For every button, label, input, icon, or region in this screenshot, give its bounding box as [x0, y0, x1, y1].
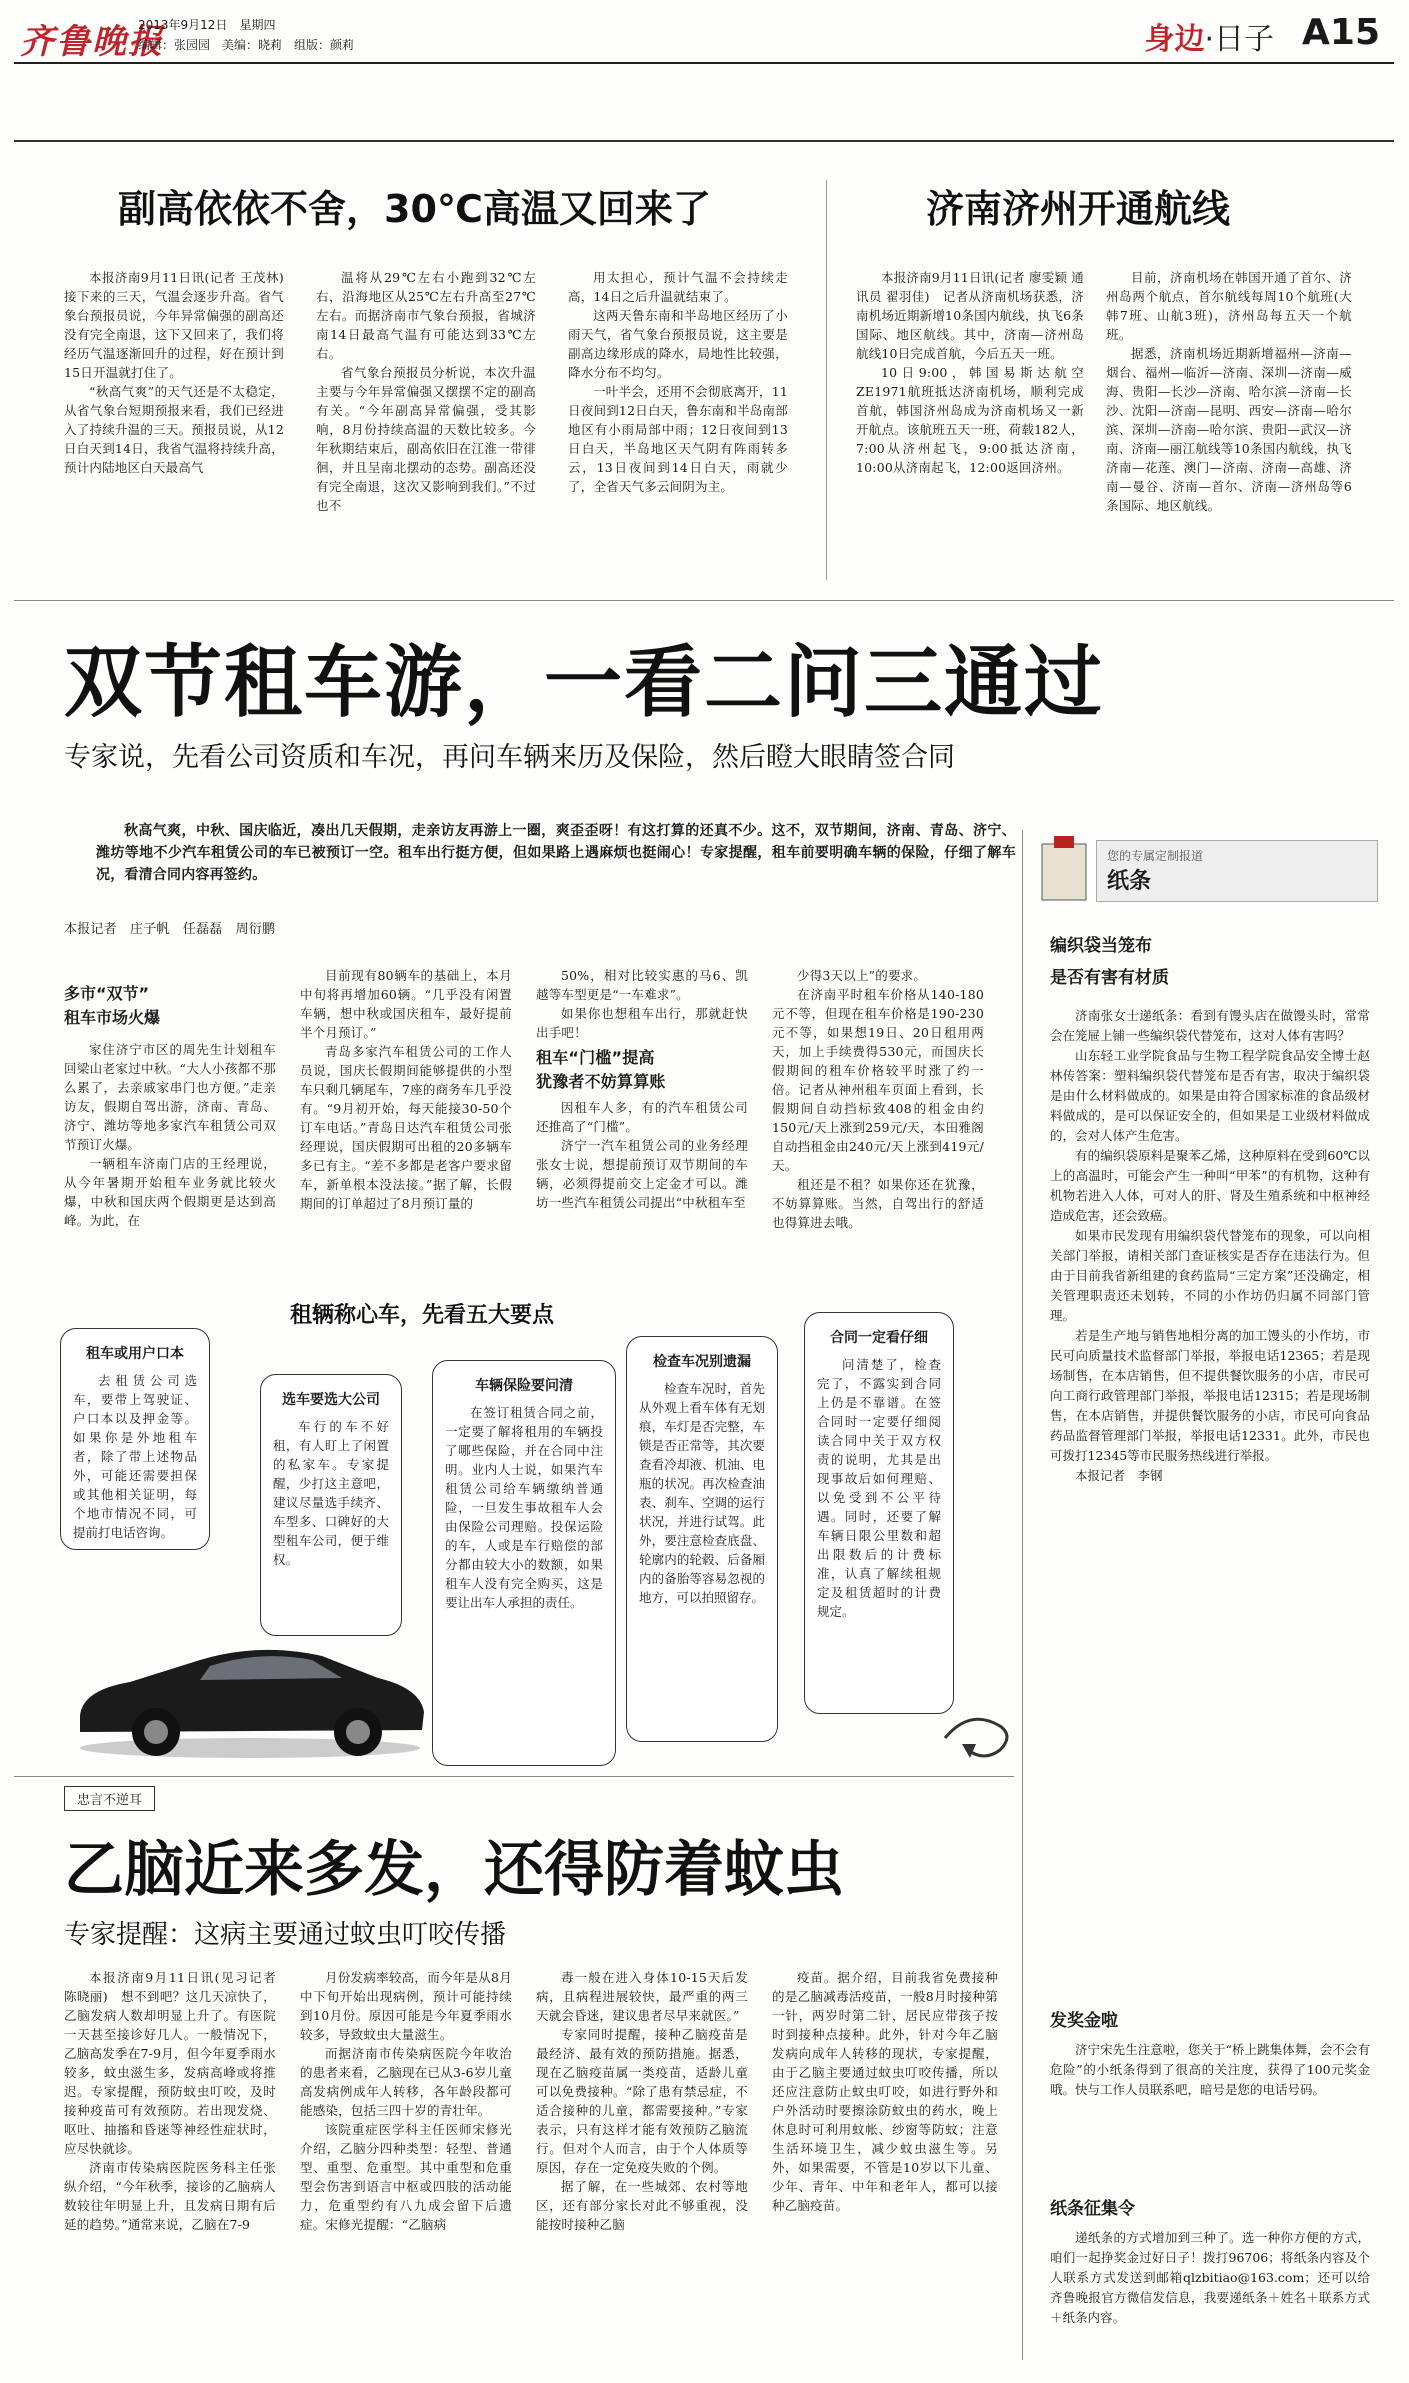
paragraph: 用太担心，预计气温不会持续走高，14日之后升温就结束了。 — [568, 270, 788, 304]
brand-title: 纸条 — [1107, 869, 1152, 894]
paragraph: 而据济南市传染病医院今年收治的患者来看，乙脑现在已从3-6岁儿童高发病例成年人转移，各年龄段都可能感染，包括三四十岁的青壮年。 — [300, 2046, 512, 2118]
car-illustration — [60, 1608, 440, 1768]
story4-col3 — [536, 1968, 748, 2378]
story3-headline: 双节租车游，一看二问三通过 — [64, 638, 1105, 728]
paragraph: 租还是不租？如果你还在犹豫，不妨算算账。当然，自驾出行的舒适也得算进去哦。 — [772, 1177, 984, 1230]
sidebar-item3-body — [1050, 2228, 1370, 2368]
paragraph: 济南市传染病医院医务科主任张纵介绍，“今年秋季，接诊的乙脑病人数较往年明显上升，且发病日期有后延的趋势。”通常来说，乙脑在7-9 — [64, 2160, 276, 2232]
paragraph: 月份发病率较高，而今年是从8月中下旬开始出现病例，预计可能持续到10月份。原因可能是今年夏季雨水较多，导致蚊虫大量滋生。 — [300, 1970, 512, 2042]
story3-byline — [64, 920, 424, 942]
story2-col1 — [856, 268, 1084, 574]
paragraph: 据了解，在一些城郊、农村等地区，还有部分家长对此不够重视，没能按时接种乙脑 — [536, 2179, 748, 2232]
tip-title: 车辆保险要问清 — [475, 1378, 573, 1394]
story3-lead — [96, 820, 1016, 900]
paragraph: 少得3天以上”的要求。 — [797, 968, 927, 983]
story3-col3 — [536, 966, 748, 1300]
paragraph: “秋高气爽”的天气还是不太稳定，从省气象台短期预报来看，我们已经进入了持续升温的三天。预报员说，从12日白天到14日，我省气温将持续升高，预计内陆地区白天最高气 — [64, 384, 284, 475]
paragraph: 省气象台预报员分析说，本次升温主要与今年异常偏强又摆摆不定的副高有关。“今年副高异常偏强，受其影响，8月份持续高温的天数比较多。今年秋期结束后，副高依旧在江淮一带徘徊，并且呈南北摆动的态势。副高还没有完全南退，这次又影响到我们。”不过也不 — [316, 365, 536, 513]
paragraph: 如果市民发现有用编织袋代替笼布的现象，可以向相关部门举报，请相关部门查证核实是否存在违法行为。但由于目前我省新组建的食药监局“三定方案”还没确定，相关管理职责还未划转，不同的小作坊仍归属不同部门管理。 — [1050, 1228, 1370, 1323]
tip-text: 车行的车不好租，有人盯上了闲置的私家车。专家提醒，少打这主意吧，建议尽量选手续齐、车型多、口碑好的大型租车公司，便于维权。 — [273, 1419, 389, 1567]
paragraph: 山东轻工业学院食品与生物工程学院食品安全博士赵林传答案：塑料编织袋代替笼布是否有害，取决于编织袋是由什么材料做成的。如果是由符合国家标准的食品级材料做成的，是可以保证安全的，但如果是工业级材料做成的，会对人体产生危害。 — [1050, 1048, 1370, 1143]
divider — [14, 1776, 1014, 1777]
paragraph: 目前现有80辆车的基础上，本月中旬将再增加60辆。“几乎没有闲置车辆，想中秋或国庆租车，最好提前半个月预订。” — [300, 968, 512, 1040]
story4-col4 — [772, 1968, 998, 2378]
paragraph: 温将从29℃左右小跑到32℃左右，沿海地区从25℃左右升高至27℃左右。而据济南市气象台预报，省城济南14日最高气温有可能达到33℃左右。 — [316, 270, 536, 361]
tip-box-5 — [804, 1312, 954, 1714]
section-name: 身边 — [1144, 22, 1205, 57]
paragraph: 本报济南9月11日讯(记者 廖雯颖 通讯员 翟羽佳) 记者从济南机场获悉，济南机场近期新增10条国内航线，执飞6条国际、地区航线。其中，济南—济州岛航线10日完成首航，今后五天一班。 — [856, 270, 1084, 361]
sidebar-note-column — [1036, 830, 1382, 2330]
tip-title: 选车要选大公司 — [282, 1392, 380, 1408]
paragraph: 本报济南9月11日讯(记者 王茂林) 接下来的三天，气温会逐步升高。省气象台预报员说，今年异常偏强的副高还没有完全南退，这下又回来了，我们将经历气温逐渐回升的过程，好在预计到15日开温就打住了。 — [64, 270, 297, 380]
divider — [14, 140, 1394, 142]
paragraph: 50%，相对比较实惠的马6、凯越等车型更是“一车难求”。 — [536, 968, 748, 1002]
sidebar-item3-title: 纸条征集令 — [1050, 2199, 1135, 2219]
paragraph: 本报记者 李钢 — [1075, 1468, 1163, 1483]
sidebar-item2-body — [1050, 2040, 1370, 2190]
section-title — [1144, 14, 1274, 58]
editors-line: 编辑：张园园 美编：晓莉 组版：颜莉 — [138, 38, 355, 52]
tip-text: 问清楚了，检查完了，不露实到合同上仍是不靠谱。在签合同时一定要仔细阅读合同中关于双方权责的说明，尤其是出现事故后如何理赔、以免受到不公平待遇。同时，还要了解车辆日限公里数和超出限数后的计费标准，认真了解续租规定及租赁超时的计费规定。 — [817, 1357, 941, 1619]
paragraph: 专家同时提醒，接种乙脑疫苗是最经济、最有效的预防措施。据悉，现在乙脑疫苗属一类疫苗，适龄儿童可以免费接种。“除了患有禁忌症，不适合接种的儿童，都需要接种。”专家表示，只有这样才能有效预防乙脑流行。但对个人而言，由于个人体质等原因，存在一定免疫失败的个例。 — [536, 2027, 748, 2175]
story1-headline: 副高依依不舍，30℃高温又回来了 — [118, 187, 711, 231]
story4-col2 — [300, 1968, 512, 2378]
paragraph: 济南张女士递纸条：看到有馒头店在做馒头时，常常会在笼屉上铺一些编织袋代替笼布，这对人体有害吗？ — [1050, 1008, 1370, 1043]
story1-col1 — [64, 268, 297, 574]
story3-col1 — [64, 1040, 276, 1300]
story2-headline: 济南济州开通航线 — [926, 187, 1231, 231]
story4-col1 — [64, 1968, 289, 2378]
story4-subheadline: 专家提醒：这病主要通过蚊虫叮咬传播 — [64, 1920, 507, 1950]
paragraph: 目前，济南机场在韩国开通了首尔、济州岛两个航点，首尔航线每周10个航班(大韩7班、山航3班)，济州岛每五天一个航班。 — [1106, 270, 1352, 342]
divider — [14, 600, 1394, 601]
tip-title: 合同一定看仔细 — [830, 1330, 928, 1346]
paragraph: 递纸条的方式增加到三种了。选一种你方便的方式，咱们一起挣奖金过好日子！拨打96706；将纸条内容及个人联系方式发送到邮箱qlzbitiao@163.com；还可以给齐鲁晚报官方微信发信息，我要递纸条＋姓名＋联系方式＋纸条内容。 — [1050, 2230, 1370, 2325]
brand-subtitle: 您的专属定制报道 — [1107, 849, 1204, 863]
tip-text: 在签订租赁合同之前，一定要了解将租用的车辆投了哪些保险，并在合同中注明。业内人士说，如果汽车租赁公司给车辆缴纳普通险，一旦发生事故租车人会由保险公司理赔。投保运险的车，人或是车行赔偿的部分都由较大小的数额，如果租车人没有完全购买，这是要让出车人承担的责任。 — [445, 1405, 603, 1610]
sidebar-brand — [1036, 830, 1382, 910]
byline-text: 本报记者 庄子帆 任磊磊 周衍鹏 — [64, 922, 276, 937]
paragraph: 本报济南9月11日讯(见习记者 陈晓丽) 想不到吧？这几天凉快了，乙脑发病人数却明显上升了。有医院一天甚至接诊好几人。一般情况下，乙脑高发季在7-9月，但今年夏季雨水较多，蚊虫滋生多，发病高峰或将推迟。专家提醒，预防蚊虫叮咬，及时接种疫苗可有效预防。若出现发烧、呕吐、抽搐和昏迷等神经性症状时，应尽快就诊。 — [64, 1970, 289, 2156]
newspaper-logo: 齐鲁晚报 — [20, 22, 164, 62]
story1-col3 — [568, 268, 788, 574]
paragraph: 在济南平时租车价格从140-180元不等，但现在租车价格是190-230元不等，如果想19日、20日租用两天，加上手续费得530元，而国庆长假期间的租车价格较平时涨了约一倍。记者从神州租车页面上看到，长假期间自动挡标致408的租金由约150元/天上涨到259元/天，本田雅阁自动挡租金由240元/天上涨到419元/天。 — [772, 987, 984, 1173]
page-number: A15 — [1302, 12, 1380, 53]
sidebar-item2-title: 发奖金啦 — [1050, 2011, 1118, 2031]
tips-panel — [60, 1298, 1020, 1768]
paragraph: 若是生产地与销售地相分离的加工馒头的小作坊，市民可向质量技术监督部门举报，举报电话12365；若是现场制售，在本店销售，但不提供餐饮服务的小店，市民可向工商行政管理部门举报，举报电话12315；若是现场制售，在本店销售，并提供餐饮服务的小店，市民可向食品药品监督管理部门举报，举报电话12331。此外，市民也可拨打12345等市民服务热线进行举报。 — [1050, 1328, 1370, 1463]
tip-box-3 — [432, 1360, 616, 1766]
note-icon — [1036, 836, 1096, 906]
lead-text: 秋高气爽，中秋、国庆临近，凑出几天假期，走亲访友再游上一圈，爽歪歪呀！有这打算的还真不少。这不，双节期间，济南、青岛、济宁、潍坊等地不少汽车租赁公司的车已被预订一空。租车出行挺方便，但如果路上遇麻烦也挺闹心！专家提醒，租车前要明确车辆的保险，仔细了解车况，看清合同内容再签约。 — [96, 823, 1016, 883]
paragraph: 济宁一汽车租赁公司的业务经理张女士说，想提前预订双节期间的车辆，必须得提前交上定金才可以。潍坊一些汽车租赁公司提出“中秋租车至 — [536, 1138, 748, 1210]
paragraph: 该院重症医学科主任医师宋修光介绍，乙脑分四种类型：轻型、普通型、重型、危重型。其中重型和危重型会伤害到语言中枢或四肢的活动能力，危重型约有八九成会留下后遗症。宋修光提醒：“乙脑病 — [300, 2122, 512, 2232]
tip-text: 检查车况时，首先从外观上看车体有无划痕，车灯是否完整，车锁是否正常等，其次要查看冷却液、机油、电瓶的状况。再次检查油表、刹车、空调的运行状况，并进行试驾。此外，要注意检查底盘、轮廓内的轮毂、后备厢内的备胎等容易忽视的地方，可以拍照留存。 — [639, 1381, 765, 1605]
paragraph: 一辆租车济南门店的王经理说，从今年暑期开始租车业务就比较火爆，中秋和国庆两个假期更是达到高峰。为此，在 — [64, 1156, 276, 1228]
sidebar-item1-title: 编织袋当笼布 是否有害有材质 — [1050, 936, 1169, 988]
paragraph: 有的编织袋原料是聚苯乙烯，这种原料在受到60℃以上的高温时，可能会产生一种叫“甲苯”的有机物，这种有机物若进入人体，可对人的肝、肾及生殖系统和中枢神经造成危害，还会致癌。 — [1050, 1148, 1370, 1223]
tip-box-4 — [626, 1336, 778, 1742]
paragraph: 据悉，济南机场近期新增福州—济南—烟台、福州—临沂—济南、深圳—济南—威海、贵阳—长沙—济南、哈尔滨—济南—长沙、沈阳—济南—昆明、西安—济南—哈尔滨、深圳—济南—哈尔滨、贵阳—武汉—济南、济南—丽江航线等10条国内航线，执飞济南—花莲、澳门—济南、济南—高雄、济南—曼谷、济南—首尔、济南—济州岛等6条国际、地区航线。 — [1106, 346, 1352, 513]
section-sub: ·日子 — [1204, 22, 1274, 57]
paragraph: 疫苗。据介绍，目前我省免费接种的是乙脑减毒活疫苗，一般8月时接种第一针，两岁时第二针，居民应带孩子按时到接种点接种。此外，针对今年乙脑发病向成年人转移的现状，专家提醒，由于乙脑主要通过蚊虫叮咬传播，所以还应注意防止蚊虫叮咬，如进行野外和户外活动时要擦涂防蚊虫的药水，晚上休息时可利用蚊帐、纱窗等防蚊；注意生活环境卫生，减少蚊虫滋生等。另外，如果需要，不管是10岁以下儿童、少年、青年、中年和老年人，都可以接种乙脑疫苗。 — [772, 1970, 998, 2213]
tip-box-1 — [60, 1328, 210, 1550]
divider — [1022, 830, 1023, 2360]
paragraph: 因租车人多，有的汽车租赁公司还推高了“门槛”。 — [536, 1100, 748, 1134]
paragraph: 如果你也想租车出行，那就赶快出手吧！ — [536, 1006, 748, 1040]
story3-subhead-2: 租车“门槛”提高 犹豫者不妨算算账 — [536, 1048, 666, 1091]
paragraph: 青岛多家汽车租赁公司的工作人员说，国庆长假期间能够提供的小型车只剩几辆尾车，7座的商务车几乎没有。“9月初开始，每天能接30-50个订车电话。”青岛日达汽车租赁公司张经理说，国庆假期可出租的20多辆车多已有主。“差不多都是老客户要求留车，新单根本没法接。”据了解，长假期间的订单超过了8月预订量的 — [300, 1044, 512, 1211]
brand-box — [1096, 840, 1378, 902]
column-tag: 忠言不逆耳 — [64, 1786, 155, 1811]
paragraph: 这两天鲁东南和半岛地区经历了小雨天气，省气象台预报员说，这主要是副高边缘形成的降水，局地性比较强，降水分布不均匀。 — [568, 308, 788, 380]
swoosh-icon — [940, 1698, 1020, 1768]
story1-col2 — [316, 268, 536, 574]
divider — [826, 180, 827, 580]
tip-title: 检查车况别遗漏 — [653, 1354, 751, 1370]
tip-box-2 — [260, 1374, 402, 1636]
paragraph: 济宁宋先生注意啦，您关于“桥上跳集体舞，会不会有危险”的小纸条得到了很高的关注度，获得了100元奖金哦。快与工作人员联系吧，暗号是您的电话号码。 — [1050, 2042, 1370, 2097]
masthead — [14, 10, 1394, 64]
story3-col4 — [772, 966, 984, 1300]
paragraph: 一叶半会，还用不会彻底离开，11日夜间到12日白天，鲁东南和半岛南部地区有小雨局部中雨；12日夜间到13日白天，半岛地区天气阴有阵雨转多云，13日夜间到14日白天，雨就少了，全省天气多云间阴为主。 — [568, 384, 788, 494]
story3-subhead-1: 多市“双节” 租车市场火爆 — [64, 984, 161, 1027]
date-line: 2013年9月12日 星期四 — [138, 18, 276, 32]
story3-subheadline: 专家说，先看公司资质和车况，再问车辆来历及保险，然后瞪大眼睛签合同 — [64, 742, 955, 773]
paragraph: 10日9:00，韩国易斯达航空ZE1971航班抵达济南机场，顺利完成首航，韩国济州岛成为济南机场又一新开航点。该航班五天一班，荷载182人，7:00从济州起飞，9:00抵达济南，10:00从济南起飞，12:00返回济州。 — [856, 365, 1084, 475]
tip-title: 租车或用户口本 — [86, 1346, 184, 1362]
tips-title: 租辆称心车，先看五大要点 — [290, 1303, 555, 1328]
sidebar-item1-body — [1050, 1006, 1370, 1996]
story2-col2 — [1106, 268, 1352, 574]
tip-text: 去租赁公司选车，要带上驾驶证、户口本以及押金等。如果你是外地租车者，除了带上述物品外，可能还需要担保或其他相关证明，每个地市情况不同，可提前打电话咨询。 — [73, 1373, 197, 1540]
paragraph: 家住济宁市区的周先生计划租车回梁山老家过中秋。“大人小孩都不那么累了，去亲戚家串门也方便。”走亲访友，假期自驾出游，济南、青岛、济宁、潍坊等地多家汽车租赁公司双节预订火爆。 — [64, 1042, 276, 1152]
story3-col2 — [300, 966, 512, 1300]
paragraph: 毒一般在进入身体10-15天后发病，且病程进展较快，最严重的两三天就会昏迷，建议患者尽早来就医。” — [536, 1970, 748, 2023]
story4-headline: 乙脑近来多发，还得防着蚊虫 — [64, 1835, 844, 1905]
